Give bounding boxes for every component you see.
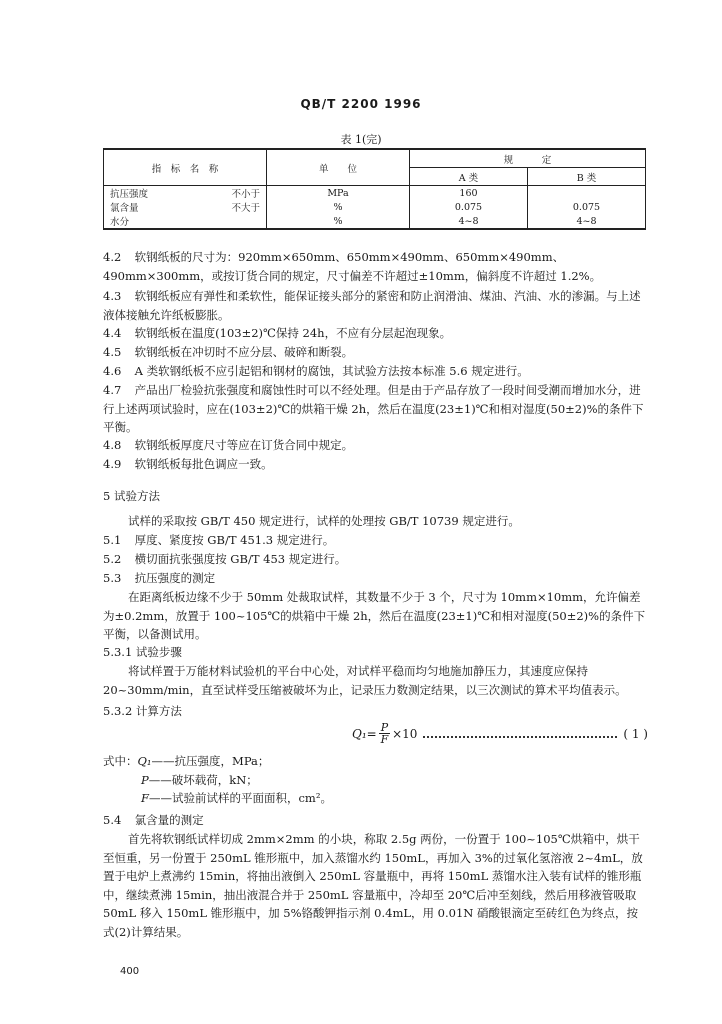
col-item-header: 指 标 名 称	[104, 149, 267, 186]
formula-1: Q₁= $\frac{P}{F}$ ×10 ( 1 )	[352, 721, 648, 746]
table-row: 氯含量 不大于 % 0.075 0.075	[104, 200, 646, 214]
clause-5-3-2: 5.3.2 计算方法	[103, 704, 182, 718]
col-unit-header: 单 位	[267, 149, 410, 186]
table-row: 抗压强度 不小于 MPa 160	[104, 186, 646, 201]
clause-4-2: 4.2 软钢纸板的尺寸为：920mm×650mm、650mm×490mm、650mm×490mm、490mm×300mm，或按订货合同的规定，尺寸偏差不许超过±10mm，偏斜度不许超过 1.2%。	[103, 250, 602, 283]
clause-5-3: 5.3 抗压强度的测定	[103, 571, 216, 585]
clause-4-9: 4.9 软钢纸板每批色调应一致。	[103, 457, 273, 471]
table-caption: 表 1(完)	[340, 133, 382, 146]
clause-5-1: 5.1 厚度、紧度按 GB/T 451.3 规定进行。	[103, 533, 335, 547]
clause-5-3-1-body: 将试样置于万能材料试验机的平台中心处，对试样平稳而均匀地施加静压力，其速度应保持 20~30mm/min，直至试样受压缩被破坏为止，记录压力数测定结果，以三次测试的算术平均值表示。	[103, 664, 627, 697]
clause-4-8: 4.8 软钢纸板厚度尺寸等应在订货合同中规定。	[103, 438, 354, 452]
col-spec-header: 规 定	[410, 149, 646, 168]
col-a-header: A 类	[410, 168, 528, 186]
where-list: 式中：Q₁——抗压强度，MPa； P——破坏载荷，kN； F——试验前试样的平面面积，cm²。	[103, 754, 332, 805]
clause-4-6: 4.6 A 类软钢纸板不应引起铝和钢材的腐蚀，其试验方法按本标准 5.6 规定进行。	[103, 364, 529, 378]
clause-4-5: 4.5 软钢纸板在冲切时不应分层、破碎和断裂。	[103, 345, 354, 359]
section-5-intro: 试样的采取按 GB/T 450 规定进行，试样的处理按 GB/T 10739 规定进行。	[128, 514, 520, 528]
clause-5-3-1: 5.3.1 试验步骤	[103, 645, 182, 659]
clause-5-3-body: 在距离纸板边缘不少于 50mm 处裁取试样，其数量不少于 3 个，尺寸为 10mm×10mm，允许偏差为±0.2mm，放置于 100~105℃的烘箱中干燥 2h，然后在温度(23±1)℃和相对湿度(50±2)%的条件下平衡，以备测试用。	[103, 590, 646, 641]
equation-number: ( 1 )	[623, 726, 648, 741]
clause-4-3: 4.3 软钢纸板应有弹性和柔软性，能保证接头部分的紧密和防止润滑油、煤油、汽油、水的渗漏。与上述液体接触允许纸板膨胀。	[103, 289, 641, 322]
page-number: 400	[120, 966, 140, 977]
standard-header: QB/T 2200 1996	[300, 97, 422, 111]
col-b-header: B 类	[528, 168, 646, 186]
clause-4-7: 4.7 产品出厂检验抗张强度和腐蚀性时可以不经处理。但是由于产品存放了一段时间受潮而增加水分，进行上述两项试验时，应在(103±2)℃的烘箱干燥 2h，然后在温度(23±1)℃和相对湿度(50±2)%的条件下平衡。	[103, 383, 644, 434]
spec-table	[103, 148, 646, 230]
section-5-heading: 5 试验方法	[103, 489, 160, 503]
table-row: 水分 % 4~8 4~8	[104, 214, 646, 229]
clause-4-4: 4.4 软钢纸板在温度(103±2)℃保持 24h，不应有分层起泡现象。	[103, 326, 452, 340]
clause-5-4: 5.4 氯含量的测定	[103, 813, 204, 827]
clause-5-4-body: 首先将软钢纸试样切成 2mm×2mm 的小块，称取 2.5g 两份，一份置于 100~105℃烘箱中，烘干至恒重，另一份置于 250mL 锥形瓶中，加入蒸馏水约 150mL，再加入 3%的过氧化氢溶液 2~4mL，放置于电炉上煮沸约 15min，将抽出液倒入 250mL 容量瓶中，再将 150mL 蒸馏水注入装有试样的锥形瓶中，继续煮沸 15min，抽出液混合并于 250mL 容量瓶中，冷却至 20℃后冲至刻线，然后用移液管吸取 50mL 移入 150mL 锥形瓶中，加 5%铬酸钾指示剂 0.4mL，用 0.01N 硝酸银滴定至砖红色为终点，按式(2)计算结果。	[103, 832, 643, 939]
clause-5-2: 5.2 横切面抗张强度按 GB/T 453 规定进行。	[103, 552, 347, 566]
